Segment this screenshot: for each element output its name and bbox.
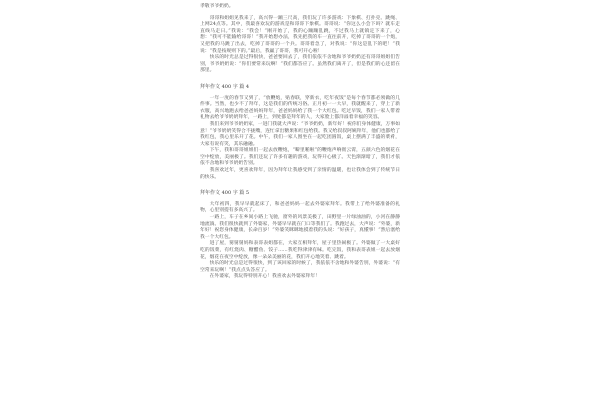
section-4-heading: 拜年作文 400 字 篇 4	[200, 83, 250, 90]
section-5-paragraph-2: 一路上，车子在乡间小路上飞驰，窗外的风景美极了，田野里一片绿油油的，小河在静静地流淌。我们很快就到了外婆家，外婆早早就在门口等我们了。我跑过去，大声说：“外婆，新年好！祝您身体健康，长命百岁！”外婆笑眯眯地摸着我的头说：“好孩子，真懂事！”然后塞给我一个大红包。	[200, 215, 400, 240]
section-5-paragraph-1: 大年初四，我早早就起床了，和爸爸妈妈一起去外婆家拜年。我带上了给外婆准备的礼物，心里别提有多高兴了。	[200, 201, 400, 214]
spacer	[200, 181, 400, 190]
document-body	[200, 4, 400, 281]
section-4-paragraph-1: 一年一度的春节又到了，“放鞭炮，贴春联，穿新衣，吃年夜饭”是每个春节都必须做的几件事。当然，也少不了拜年，这是我们的传统习俗。正月初一一大早，我就醒来了，穿上了新衣服，高兴地跑去给爸爸妈妈拜年，爸爸妈妈给了我一个大红包。吃过早饭，我们一家人带着礼物去给爷爷奶奶拜年，一路上，到处都是拜年的人，大家脸上都洋溢着幸福的笑容。	[200, 95, 400, 121]
section-4-paragraph-2: 我们来到爷爷奶奶家，一进门我就大声说：“爷爷奶奶，新年好！祝你们身体健康，万事如意！”爷爷奶奶笑得合不拢嘴，连忙拿出糖果和红包给我。我又给叔叔阿姨拜年，他们也都给了我红包，我心里乐开了花。中午，我们一家人围坐在一起吃团圆饭，桌上摆满了丰盛的菜肴，大家有说有笑，其乐融融。	[200, 121, 400, 147]
intro-paragraph-2: 快乐的时光总是过得很快，爸爸要回去了，我们依依不舍地和爷爷奶奶还有哥哥姐姐们告别，爷爷奶奶说：“你们要常来玩啊！”我们都答应了。虽然我们离开了，但是我们的心还留在那里。	[200, 55, 400, 74]
spacer	[200, 75, 400, 84]
intro-paragraph-1: 哥哥和姐姐见我来了，高兴得一蹦三尺高，我们玩了许多游戏：下象棋、打扑克、跳绳、上网24点等。其中，我最喜欢玩的游戏是和哥哥下象棋。哥哥说：“你这么小会下吗？就车走直线马走日。”我说：“我会！”刚开始了，我的心蹦蹦乱跳，不过我马上就镇定下来了，心想：“我可不能输给哥哥！”我开始想办法，我先把我的车一直往前开，吃掉了哥哥的一个炮，又把我的马跳了出去，吃掉了哥哥的一个兵。哥哥着急了，对我说：“你这是乱下的吧！”我说：“我是按规则下的。”最后，我赢了哥哥，我可开心啦！	[200, 15, 400, 54]
intro-line: 孝敬爷爷奶奶。	[200, 4, 234, 9]
section-5-paragraph-3: 进了屋，舅舅舅妈和表哥表姐都在，大家互相拜年，屋子里热闹极了。外婆做了一大桌好吃的饭菜，有红烧肉、糖醋鱼、饺子……我吃得津津有味。吃完饭，我和表哥表姐一起去放烟花，烟花在夜空中绽放，像一朵朵美丽的花，我们开心地笑着、跳着。	[200, 241, 400, 260]
section-5-paragraph-5: 在外婆家，我玩得特别开心！我喜欢去外婆家拜年！	[209, 274, 320, 280]
section-4-paragraph-3: 下午，我和哥哥姐姐们一起去放鞭炮，“噼里啪啦”的鞭炮声响彻云霄，五颜六色的烟花在空中绽放，美丽极了。我们还玩了许多有趣的游戏，玩得开心极了。天色渐渐暗了，我们才依依不舍地和爷爷奶奶告别。	[200, 148, 400, 167]
section-5-paragraph-4: 快乐的时光总是过得很快，到了该回家的时候了，我依依不舍地和外婆告别，外婆说：“有空常来玩啊！”我点点头答应了。	[200, 261, 400, 273]
section-5-heading: 拜年作文 400 字 篇 5	[200, 190, 250, 197]
section-4-paragraph-4: 我喜欢过年，更喜欢拜年，因为拜年让我感受到了亲情的温暖，也让我体会到了传统节日的快乐。	[200, 168, 400, 180]
